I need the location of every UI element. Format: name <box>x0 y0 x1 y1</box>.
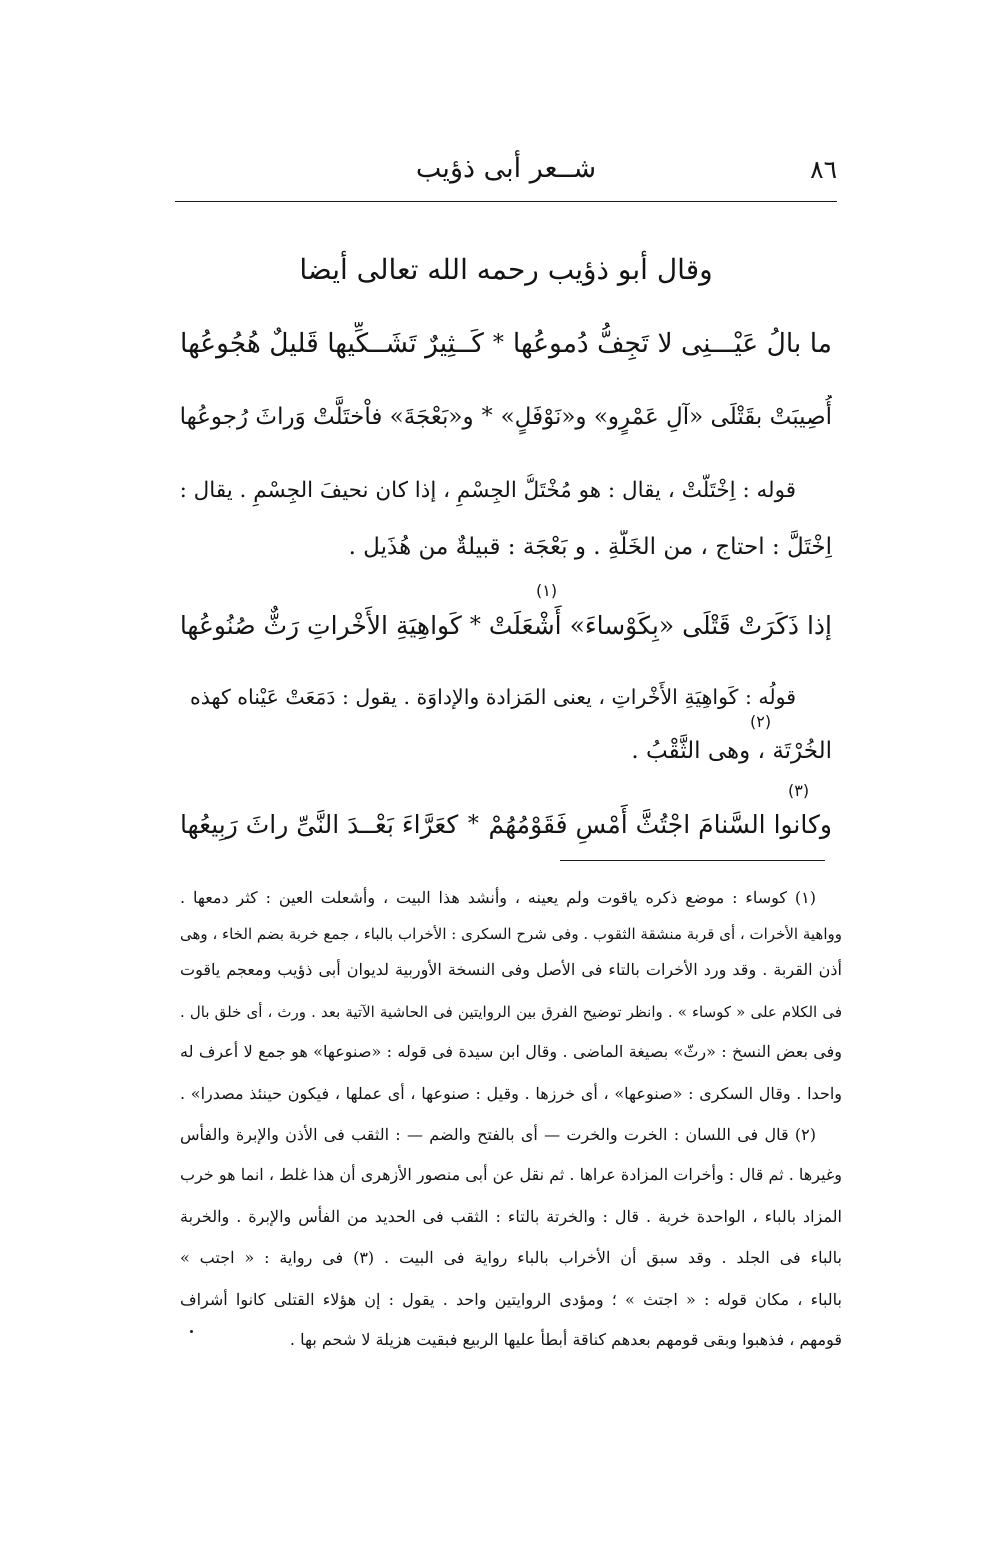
poem-heading: وقال أبو ذؤيب رحمه الله تعالى أيضا <box>299 253 713 286</box>
commentary-line: اِخْتَلَّ : احتاج ، من الخَلَّةِ . و بَعْجَة : قبيلةٌ من هُذَيل . <box>348 534 832 560</box>
verse-second-hemistich: و«بَعْجَةَ» فاْختَلَّتْ وَراثَ رُجوعُها <box>180 404 474 430</box>
footnote-line: بالباء ، مكان قوله : « اجتث » ؛ ومؤدى الروايتين واحد . يقول : إن هؤلاء القتلى كانوا أشراف <box>180 1290 842 1309</box>
footnote-line: واحدا . وقال السكرى : «صنوعها» ، أى خرزها . وقيل : صنوعها ، أى عملها ، فيكون حينئذ مصدرا» . <box>180 1084 842 1103</box>
footnote-marker: (٢) <box>750 712 772 731</box>
footnote-line: فى الكلام على « كوساء » . وانظر توضيح الفرق بين الروايتين فى الحاشية الآتية بعد . ورث ، أى خلق بال . <box>180 1003 842 1021</box>
verse-line <box>180 395 832 439</box>
footnote-line: وغيرها . ثم قال : وأخرات المزادة عراها . ثم نقل عن أبى منصور الأزهرى أن هذا غلط ، انما هو خرب <box>180 1165 842 1184</box>
verse-first-hemistich: ما بالُ عَيْـــنِى لا تَجِفُّ دُموعُها <box>512 328 832 359</box>
ink-speck <box>190 1330 193 1333</box>
verse-second-hemistich: كَواهِيَةِ الأَخْراتِ رَثٌّ صُنُوعُها <box>180 611 462 640</box>
verse-second-hemistich: كَــثِيرٌ تَشَــكِّيها قَليلٌ هُجُوعُها <box>180 328 484 359</box>
commentary-line: قوله : اِخْتَلَّتْ ، يقال : هو مُخْتَلُّ الجِسْمِ ، إذا كان نحيفَ الجِسْمِ . يقال : <box>180 478 796 503</box>
verse-second-hemistich: كعَرَّاءَ بَعْــدَ النَّىِّ راثَ رَبِيعُها <box>180 810 459 839</box>
verse-separator: * <box>469 613 481 638</box>
page-header <box>175 150 837 196</box>
running-title: شــعر أبى ذؤيب <box>415 153 597 184</box>
footnote-line: وفى بعض النسخ : «رثّ» بصيغة الماضى . وقال ابن سيدة فى قوله : «صنوعها» هو جمع لا أعرف له <box>180 1042 842 1061</box>
footnote-marker: (٣) <box>788 781 810 800</box>
verse-line <box>180 604 832 648</box>
verse-line <box>180 322 832 366</box>
commentary-line: قولُه : كَواهِيَةِ الأَخْراتِ ، يعنى المَزادة والإداوَة . يقول : دَمَعَتْ عَيْناه كهذه <box>190 685 796 709</box>
verse-separator: * <box>481 404 493 429</box>
verse-first-hemistich: وكانوا السَّنامَ اجْتُثَّ أَمْسِ فَقَوْمُهُمْ <box>488 810 832 839</box>
footnote-rule <box>560 860 825 861</box>
page-number: ٨٦ <box>810 155 837 184</box>
footnote-marker: (١) <box>536 581 558 600</box>
footnote-line: المزاد بالباء ، الواحدة خربة . قال : والخرتة بالتاء : الثقب فى الحديد من الفأس والإبرة . والخربة <box>180 1207 842 1226</box>
footnote-line: (٢) قال فى اللسان : الخرت والخرت — أى بالفتح والضم — : الثقب فى الأذن والإبرة والفأس <box>180 1125 816 1144</box>
verse-first-hemistich: أُصِيبَتْ بقَتْلَى «آلِ عَمْرٍو» و«نَوْفَلٍ» <box>500 404 832 430</box>
footnote-line: قومهم ، فذهبوا وبقى قومهم بعدهم كناقة أبطأ عليها الربيع فبقيت هزيلة لا شحم بها . <box>289 1330 842 1349</box>
commentary-line: الخُرْتَة ، وهى الثَّقْبُ . <box>631 738 832 764</box>
verse-separator: * <box>467 812 479 837</box>
footnote-line: أذن القربة . وقد ورد الأخرات بالتاء فى الأصل وفى النسخة الأوربية لديوان أبى ذؤيب ومعجم ياقوت <box>180 960 842 979</box>
verse-first-hemistich: إذا ذَكَرَتْ قَتْلَى «بِكَوْساءَ» أَشْعَلَتْ <box>488 611 832 640</box>
footnote-line: وواهية الأخرات ، أى قربة منشقة الثقوب . وفى شرح السكرى : الأخراب بالباء ، جمع خربة بضم الخاء ، وهى <box>180 925 842 943</box>
verse-separator: * <box>492 331 504 356</box>
footnote-line: (١) كوساء : موضع ذكره ياقوت ولم يعينه ، وأنشد هذا البيت ، وأشعلت العين : كثر دمعها . <box>180 888 816 907</box>
header-rule <box>175 201 837 202</box>
verse-line <box>180 803 832 847</box>
footnote-line: بالباء فى الجلد . وقد سبق أن الأخراب بالباء رواية فى البيت . (٣) فى رواية : « اجتب » <box>180 1248 842 1267</box>
